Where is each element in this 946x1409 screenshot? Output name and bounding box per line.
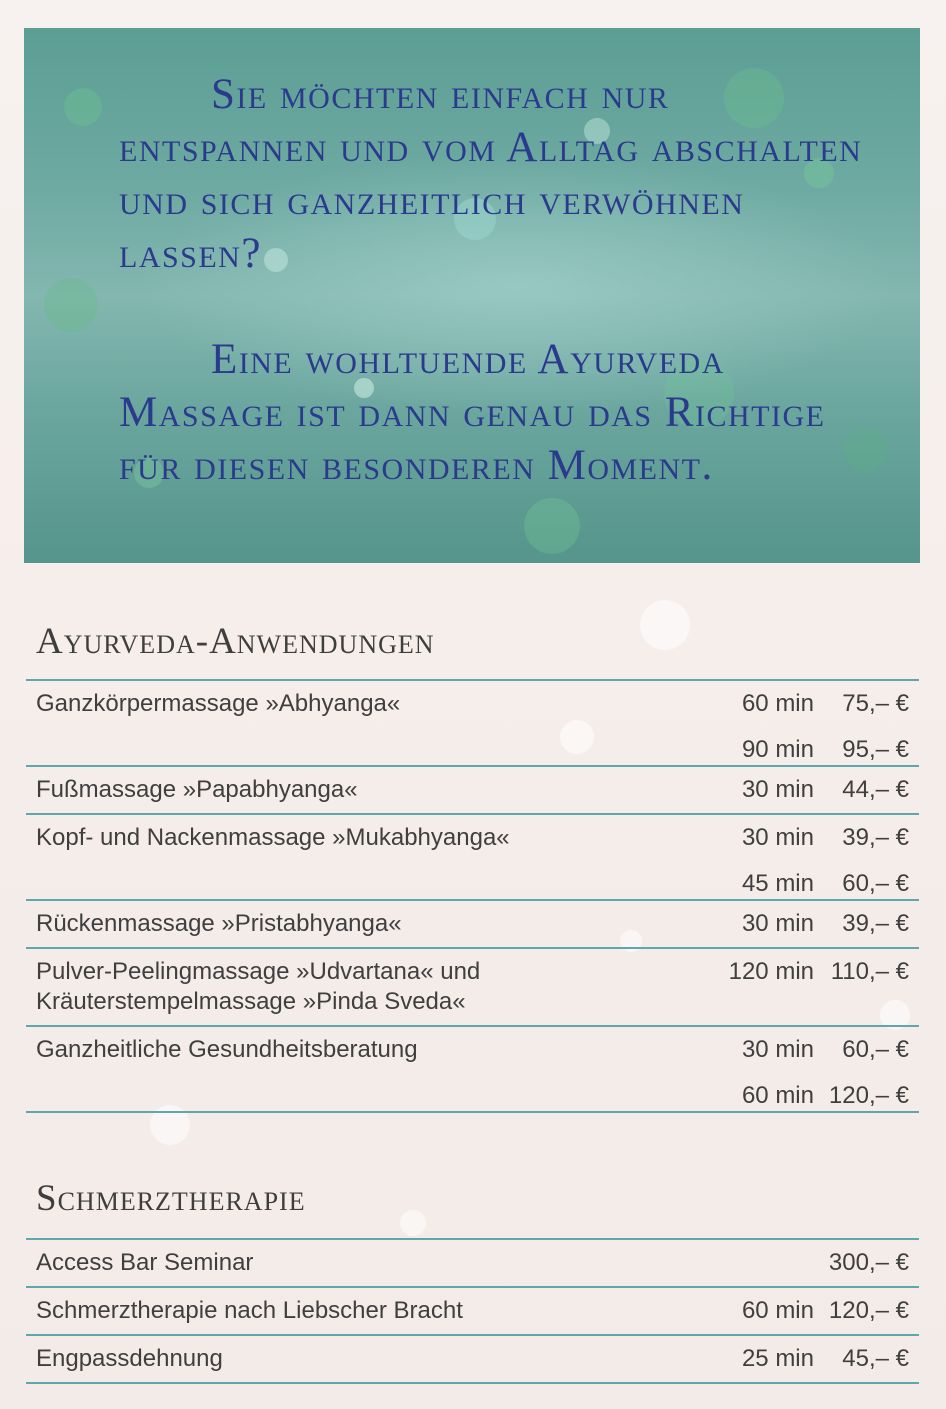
duration: 30 min [741,1036,814,1063]
treatment-name: Rückenmassage »Pristabhyanga« [36,910,402,937]
price: 75,– € [842,690,909,717]
price-row [26,1334,919,1384]
hero-banner [24,28,920,563]
bokeh-decoration [524,498,580,554]
ayurveda-price-list [26,679,919,1113]
treatment-name: Fußmassage »Papabhyanga« [36,776,358,803]
bokeh-decoration [400,1210,426,1236]
duration: 90 min [741,736,814,763]
treatment-name: Kopf- und Nackenmassage »Mukabhyanga« [36,824,510,851]
price-row [26,1025,919,1113]
treatment-name [36,949,704,1025]
price-row [26,1286,919,1334]
treatment-name: Engpassdehnung [36,1345,223,1372]
duration: 25 min [741,1345,814,1372]
duration: 30 min [741,910,814,937]
price: 60,– € [842,870,909,897]
price: 45,– € [842,1345,909,1372]
price-row [26,813,919,899]
price: 120,– € [828,1297,909,1324]
hero-ayurveda-text: Eine wohltuende Ayurveda Massage ist dann genau das Richtige für diesen besonderen Moment. [119,336,826,489]
bokeh-decoration [44,278,98,332]
price: 300,– € [828,1249,909,1276]
price-row [26,765,919,813]
section-title-ayurveda: Ayurveda-Anwendungen [36,621,435,662]
duration: 45 min [741,870,814,897]
duration: 30 min [741,776,814,803]
price-row [26,899,919,947]
treatment-name: Schmerztherapie nach Liebscher Bracht [36,1297,463,1324]
duration: 60 min [741,1082,814,1109]
price: 120,– € [828,1082,909,1109]
price: 39,– € [842,910,909,937]
treatment-name-line-2: Kräuterstempelmassage »Pinda Sveda« [36,988,466,1015]
treatment-name: Ganzheitliche Gesundheitsberatung [36,1036,418,1063]
duration: 120 min [728,958,814,985]
duration: 30 min [741,824,814,851]
bokeh-decoration [64,88,102,126]
price: 39,– € [842,824,909,851]
section-title-schmerztherapie: Schmerztherapie [36,1178,306,1219]
schmerztherapie-price-list [26,1238,919,1384]
price: 110,– € [830,958,909,985]
price-row [26,1238,919,1286]
price: 60,– € [842,1036,909,1063]
price: 44,– € [842,776,909,803]
treatment-name-line-1: Pulver-Peelingmassage »Udvartana« und [36,958,481,985]
duration: 60 min [741,690,814,717]
bokeh-decoration [640,600,690,650]
duration [704,1240,814,1248]
price: 95,– € [842,736,909,763]
treatment-name: Access Bar Seminar [36,1249,254,1276]
price-row [26,947,919,1025]
treatment-name: Ganzkörpermassage »Abhyanga« [36,690,401,717]
duration: 60 min [741,1297,814,1324]
price-row [26,679,919,765]
hero-intro-text: Sie möchten einfach nur entspannen und vom Alltag abschalten und sich ganzheitlich verwöhnen lassen? [119,71,863,277]
